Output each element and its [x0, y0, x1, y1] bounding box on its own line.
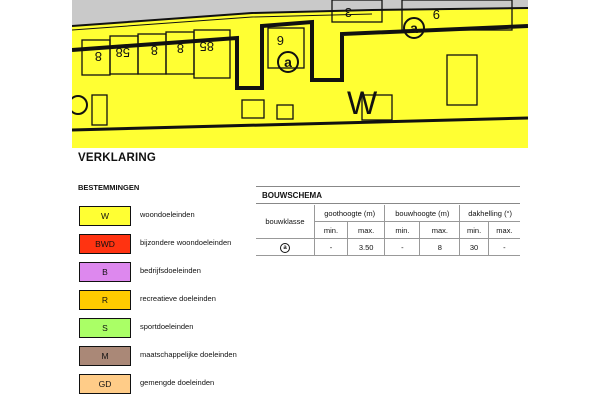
legend-swatch: BWD [79, 234, 131, 254]
subheader-min: min. [460, 222, 489, 239]
legend-swatch: B [79, 262, 131, 282]
legend-item-b [79, 262, 379, 282]
header-bouwhoogte: bouwhoogte (m) [385, 205, 460, 222]
table-row [256, 239, 520, 256]
legend-swatch: R [79, 290, 131, 310]
legend-label: bijzondere woondoeleinden [140, 238, 232, 247]
legend-title: VERKLARING [78, 152, 157, 164]
table-cell: - [315, 239, 348, 256]
legend-item-gd [79, 374, 379, 394]
table-cell: - [488, 239, 520, 256]
legend-section-title: BESTEMMINGEN [78, 183, 140, 192]
legend-swatch: GD [79, 374, 131, 394]
class-marker-label: a [284, 54, 292, 70]
header-goothoogte: goothoogte (m) [315, 205, 385, 222]
house-number: 3 [344, 5, 352, 20]
house-number: 58 [115, 45, 130, 60]
house-number: 6 [276, 33, 284, 48]
legend-swatch: W [79, 206, 131, 226]
cell-class [256, 239, 315, 256]
class-a-icon: a [280, 243, 290, 253]
legend-swatch: M [79, 346, 131, 366]
bouwschema-table [256, 205, 520, 256]
header-dakhelling: dakhelling (°) [460, 205, 520, 222]
legend-swatch: S [79, 318, 131, 338]
header-bouwklasse: bouwklasse [256, 205, 315, 239]
zoning-map [72, 0, 528, 148]
class-marker-label: a [410, 20, 418, 36]
house-number: 8 [150, 43, 158, 58]
house-number: 8 [94, 49, 102, 64]
subheader-min: min. [385, 222, 420, 239]
legend-label: bedrijfsdoeleinden [140, 266, 201, 275]
legend-label: woondoeleinden [140, 210, 195, 219]
map-drawing [72, 0, 528, 148]
legend-item-m [79, 346, 379, 366]
legend-label: maatschappelijke doeleinden [140, 350, 237, 359]
table-cell: 30 [460, 239, 489, 256]
subheader-max: max. [488, 222, 520, 239]
legend-label: sportdoeleinden [140, 322, 194, 331]
house-number: 9 [432, 7, 440, 22]
bouwschema-title: BOUWSCHEMA [262, 191, 322, 200]
legend-label: recreatieve doeleinden [140, 294, 216, 303]
house-number: 85 [199, 39, 214, 54]
subheader-max: max. [347, 222, 384, 239]
table-cell: - [385, 239, 420, 256]
house-number: 8 [176, 41, 184, 56]
legend-item-r [79, 290, 379, 310]
subheader-max: max. [420, 222, 460, 239]
table-header-row [256, 205, 520, 222]
divider [256, 203, 520, 204]
legend-label: gemengde doeleinden [140, 378, 215, 387]
legend-item-s [79, 318, 379, 338]
zone-label: W [347, 85, 378, 121]
table-cell: 8 [420, 239, 460, 256]
table-cell: 3.50 [347, 239, 384, 256]
subheader-min: min. [315, 222, 348, 239]
divider [256, 186, 520, 187]
